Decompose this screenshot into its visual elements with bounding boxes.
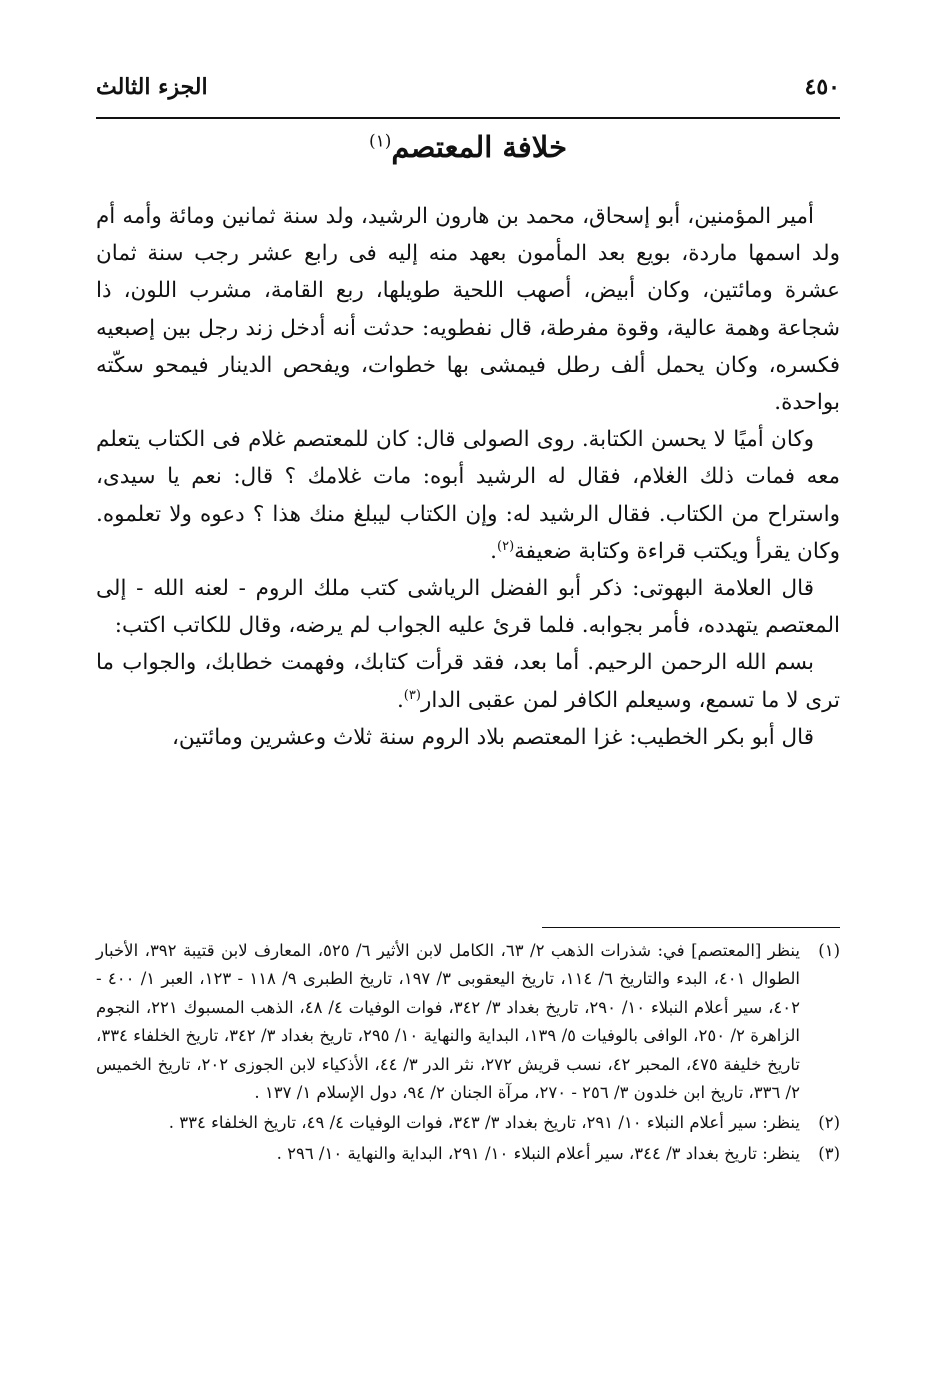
footnote [96, 937, 840, 1107]
footnote-separator [542, 927, 840, 928]
header-rule [96, 117, 840, 119]
paragraph: وكان أميًا لا يحسن الكتابة. روى الصولى قال: كان للمعتصم غلام فى الكتاب يتعلم معه فمات ذلك الغلام، فقال له الرشيد أبوه: مات غلامك ؟ قال: نعم يا سيدى، واستراح من الكتاب. فقال الرشيد له: وإن الكتاب ليبلغ منك هذا ؟ دعوه ولا تعلموه. وكان يقرأ ويكتب قراءة وكتابة ضعيفة$^{(٢)}$. [96, 427, 840, 564]
footnote-text: ينظر: تاريخ بغداد ٣/ ٣٤٤، سير أعلام النبلاء ١٠/ ٢٩١، البداية والنهاية ١٠/ ٢٩٦ . [276, 1143, 800, 1163]
chapter-title-note-ref: (١) [368, 131, 392, 152]
running-title: الجزء الثالث [96, 74, 208, 100]
paragraph-text: وكان أميًا لا يحسن الكتابة. روى الصولى قال: كان للمعتصم غلام فى الكتاب يتعلم معه فمات ذلك الغلام، فقال له الرشيد أبوه: مات غلامك ؟ قال: نعم يا سيدى، واستراح من الكتاب. فقال الرشيد له: وإن الكتاب ليبلغ منك هذا ؟ دعوه ولا تعلموه. وكان يقرأ ويكتب قراءة وكتابة ضعيفة [96, 427, 840, 564]
paragraph-text: أمير المؤمنين، أبو إسحاق، محمد بن هارون الرشيد، ولد سنة ثمانين ومائة وأمه أم ولد اسمها ماردة، بويع بعد المأمون بعهد منه إليه فى رابع عشر رجب سنة ثمان عشرة ومائتين، وكان أبيض، أصهب اللحية طويلها، ربع القامة، مشرب اللون، ذا شجاعة وهمة عالية، وقوة مفرطة، قال نفطويه: حدثت أنه أدخل زند رجل بين إصبعيه فكسره، وكان يحمل ألف رطل فيمشى بها خطوات، ويفحص الدينار فيمحو سكّته بواحدة. [96, 204, 840, 416]
page-header [96, 70, 840, 104]
body-text [96, 198, 840, 756]
footnote-number: (١) [818, 941, 840, 960]
note-ref: (٣) [403, 687, 421, 703]
footnote-text: ينظر: سير أعلام النبلاء ١٠/ ٢٩١، تاريخ بغداد ٣/ ٣٤٣، فوات الوفيات ٤/ ٤٩، تاريخ الخلفاء ٣٣٤ . [168, 1113, 800, 1133]
note-ref: (٢) [497, 538, 515, 554]
footnotes [96, 937, 840, 1170]
paragraph [96, 570, 840, 644]
footnote-number: (٣) [818, 1143, 840, 1163]
page-number: ٤٥٠ [804, 74, 840, 100]
paragraph: بسم الله الرحمن الرحيم. أما بعد، فقد قرأت كتابك، وفهمت خطابك، والجواب ما ترى لا ما تسمع، وسيعلم الكافر لمن عقبى الدار$^{(٣)}$. [96, 650, 840, 713]
paragraph-text: قال أبو بكر الخطيب: غزا المعتصم بلاد الروم سنة ثلاث وعشرين ومائتين، [171, 724, 814, 750]
footnote-number: (٢) [818, 1113, 840, 1133]
footnote-text: ينظر [المعتصم] في: شذرات الذهب ٢/ ٦٣، الكامل لابن الأثير ٦/ ٥٢٥، المعارف لابن قتيبة ٣٩٢، الأخبار الطوال ٤٠١، البدء والتاريخ ٦/ ١١٤، تاريخ اليعقوبى ٣/ ١٩٧، تاريخ الطبرى ٩/ ١١٨ - ١٢٣، العبر ١/ ٤٠٠ - ٤٠٢، سير أعلام النبلاء ١٠/ ٢٩٠، تاريخ بغداد ٣/ ٣٤٢، فوات الوفيات ٤/ ٤٨، الذهب المسبوك ٢٢١، النجوم الزاهرة ٢/ ٢٥٠، الوافى بالوفيات ٥/ ١٣٩، البداية والنهاية ١٠/ ٢٩٥، تاريخ بغداد ٣/ ٣٤٢، تاريخ الخلفاء ٣٣٤، تاريخ خليفة ٤٧٥، المحبر ٤٢، نسب قريش ٢٧٢، نثر الدر ٣/ ٤٤، الأذكياء لابن الجوزى ٢٠٢، تاريخ الخميس ٢/ ٣٣٦، تاريخ ابن خلدون ٣/ ٢٥٦ - ٢٧٠، مرآة الجنان ٢/ ٩٤، دول الإسلام ١/ ١٣٧ . [96, 941, 801, 1103]
paragraph [96, 198, 840, 421]
paragraph-text: قال العلامة البهوتى: ذكر أبو الفضل الرياشى كتب ملك الروم - لعنه الله - إلى المعتصم يتهدده، فأمر بجوابه. فلما قرئ عليه الجواب لم يرضه، وقال للكاتب اكتب: [96, 576, 840, 639]
chapter-title-text: خلافة المعتصم [391, 130, 567, 164]
paragraph [96, 719, 840, 756]
footnote [96, 1140, 840, 1168]
paragraph-text: بسم الله الرحمن الرحيم. أما بعد، فقد قرأت كتابك، وفهمت خطابك، والجواب ما ترى لا ما تسمع، وسيعلم الكافر لمن عقبى الدار [96, 650, 840, 713]
footnote [96, 1109, 840, 1137]
chapter-title [96, 130, 840, 164]
